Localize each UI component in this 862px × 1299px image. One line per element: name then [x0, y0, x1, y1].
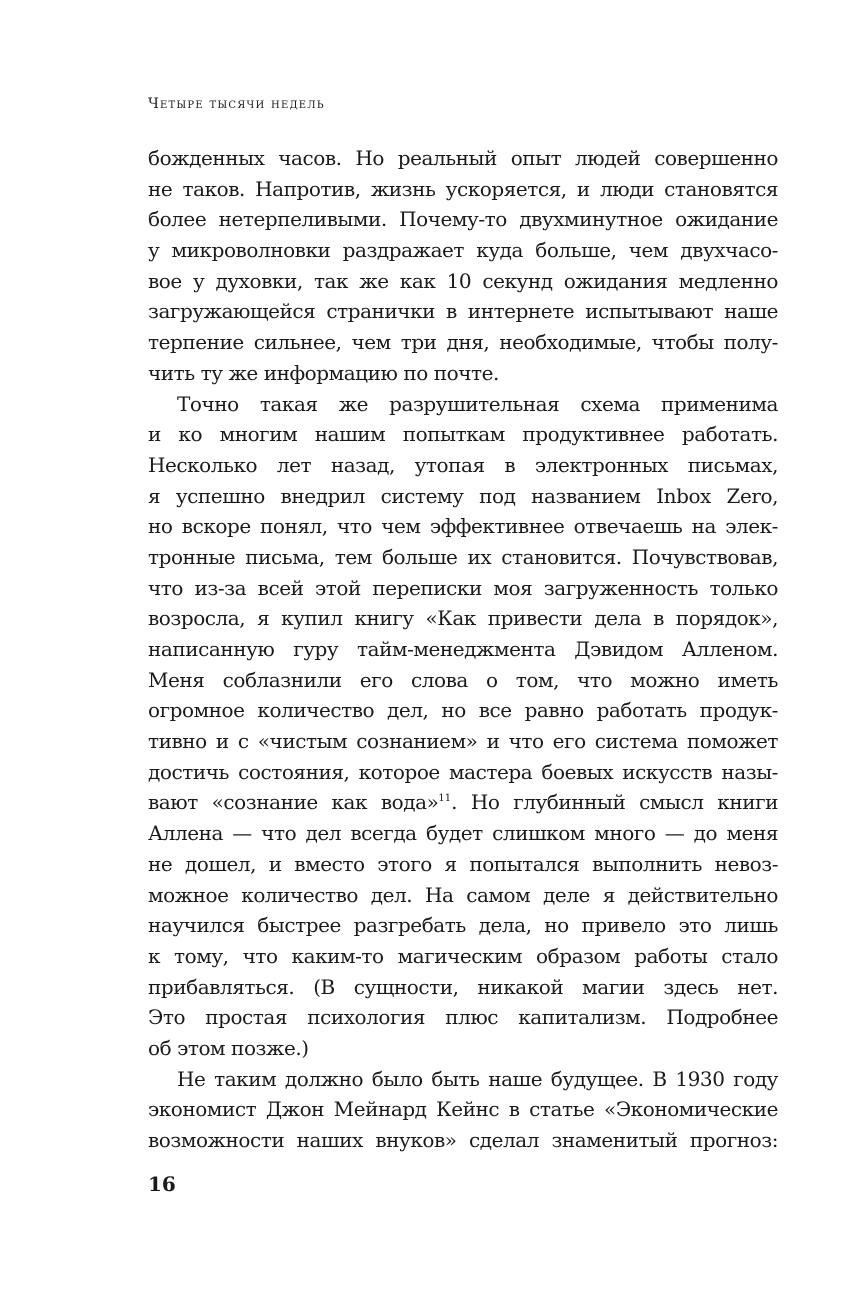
text-line: Меня соблазнили его слова о том, что можно иметь — [148, 667, 778, 692]
text-line: научился быстрее разгребать дела, но привело это лишь — [148, 913, 778, 938]
text-line: более нетерпеливыми. Почему-то двухминутное ожидание — [148, 207, 778, 232]
text-line: и ко многим нашим попыткам продуктивнее работать. — [148, 422, 778, 447]
text-line: что из-за всей этой переписки моя загруженность только — [148, 575, 778, 600]
running-head: Четыре тысячи недель — [148, 96, 325, 112]
text-line: не таков. Напротив, жизнь ускоряется, и люди становятся — [148, 176, 778, 201]
text-line: Несколько лет назад, утопая в электронных письмах, — [148, 452, 778, 477]
text-fragment: . Но глубинный смысл книги — [451, 790, 778, 815]
text-line: написанную гуру тайм-менеджмента Дэвидом Алленом. — [148, 637, 778, 661]
text-line: можное количество дел. На самом деле я действительно — [148, 882, 778, 907]
text-line: не дошел, и вместо этого я попытался выполнить невоз- — [148, 851, 778, 876]
text-line: к тому, что каким-то магическим образом работы стало — [148, 943, 778, 968]
text-line: Это простая психология плюс капитализм. Подробнее — [148, 1005, 778, 1030]
text-line: возросла, я купил книгу «Как привести дела в порядок», — [148, 606, 778, 631]
footnote-marker[interactable]: 11 — [438, 793, 452, 805]
text-line: вое у духовки, так же как 10 секунд ожидания медленно — [148, 268, 778, 293]
body-text — [148, 143, 778, 1156]
text-line: об этом позже.) — [148, 1035, 309, 1060]
text-line: Точно такая же разрушительная схема применима — [177, 391, 778, 416]
text-line: Не таким должно было быть наше будущее. В 1930 году — [177, 1066, 778, 1091]
text-line: божденных часов. Но реальный опыт людей совершенно — [148, 146, 778, 170]
text-line: тивно и с «чистым сознанием» и что его система поможет — [148, 729, 778, 754]
text-line: экономист Джон Мейнард Кейнс в статье «Экономические — [148, 1097, 778, 1122]
text-line: огромное количество дел, но все равно работать продук- — [148, 698, 778, 723]
text-line: достичь состояния, которое мастера боевых искусств назы- — [148, 759, 778, 784]
text-line: я успешно внедрил систему под названием Inbox Zero, — [148, 483, 778, 508]
text-line: загружающейся странички в интернете испытывают наше — [148, 299, 778, 324]
text-line: у микроволновки раздражает куда больше, чем двухчасо- — [148, 238, 778, 263]
text-line: прибавляться. (В сущности, никакой магии здесь нет. — [148, 974, 778, 999]
text-line: терпение сильнее, чем три дня, необходимые, чтобы полу- — [148, 330, 778, 355]
text-fragment: вают «сознание как вода» — [148, 790, 439, 815]
page-number: 16 — [148, 1172, 176, 1196]
text-line: Аллена — что дел всегда будет слишком много — до меня — [148, 821, 778, 846]
text-line: чить ту же информацию по почте. — [148, 360, 499, 385]
text-line: но вскоре понял, что чем эффективнее отвечаешь на элек- — [148, 514, 778, 539]
text-line: тронные письма, тем больше их становится. Почувствовав, — [148, 544, 778, 569]
text-line: возможности наших внуков» сделал знаменитый прогноз: — [148, 1128, 778, 1152]
text-line — [148, 787, 778, 818]
